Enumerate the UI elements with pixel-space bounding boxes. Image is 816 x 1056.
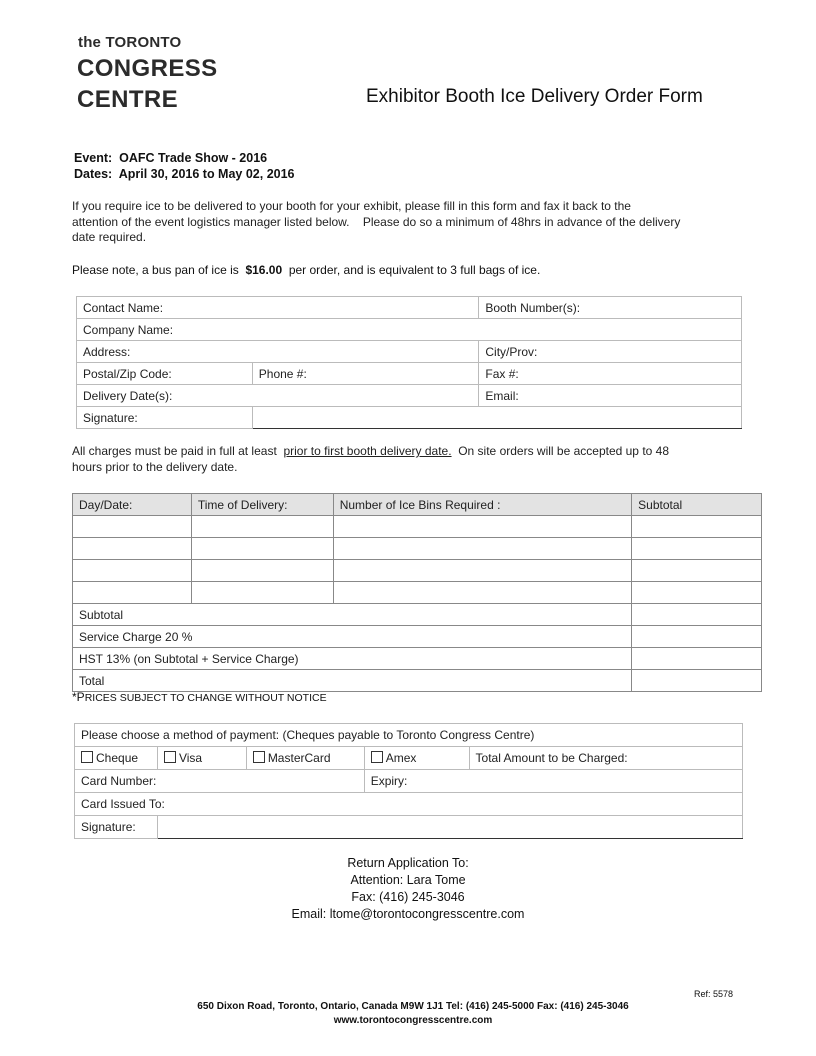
- prices-note-rest: RICES SUBJECT TO CHANGE WITHOUT NOTICE: [84, 692, 327, 704]
- cheque-checkbox[interactable]: [81, 751, 93, 763]
- cheque-label: Cheque: [96, 751, 139, 765]
- footer: [150, 1000, 676, 1028]
- city-prov-field[interactable]: City/Prov:: [479, 341, 742, 363]
- prices-note: [72, 690, 327, 704]
- visa-option[interactable]: [157, 747, 246, 770]
- time-cell[interactable]: [191, 516, 333, 538]
- dates-label: Dates:: [74, 167, 113, 181]
- cheque-option[interactable]: [75, 747, 158, 770]
- payment-table: [74, 723, 743, 839]
- footer-website: www.torontocongresscentre.com: [333, 1015, 493, 1026]
- mastercard-label: MasterCard: [267, 751, 331, 765]
- amex-label: Amex: [385, 751, 417, 765]
- ice-bins-cell[interactable]: [333, 560, 631, 582]
- logo-line-1: the TORONTO: [78, 34, 182, 51]
- ref-number: Ref: 5578: [694, 989, 734, 999]
- return-email: Email: ltome@torontocongresscentre.com: [291, 907, 525, 921]
- amex-option[interactable]: [364, 747, 469, 770]
- subtotal-cell[interactable]: [632, 560, 762, 582]
- total-value-cell[interactable]: [632, 670, 762, 692]
- price-note: [72, 263, 540, 277]
- signature-label: Signature:: [77, 407, 253, 429]
- payment-signature-field[interactable]: [157, 816, 742, 839]
- table-row: [73, 516, 762, 538]
- charges-note: [72, 444, 762, 475]
- event-label: Event:: [74, 151, 113, 165]
- time-cell[interactable]: [191, 560, 333, 582]
- dates-value: April 30, 2016 to May 02, 2016: [118, 167, 295, 181]
- delivery-dates-field[interactable]: Delivery Date(s):: [77, 385, 479, 407]
- price-value: $16.00: [245, 263, 283, 277]
- contact-name-field[interactable]: Contact Name:: [77, 297, 479, 319]
- phone-field[interactable]: Phone #:: [252, 363, 479, 385]
- intro-line-3: date required.: [72, 230, 147, 244]
- subtotal-cell[interactable]: [632, 538, 762, 560]
- service-charge-label: Service Charge 20 %: [73, 626, 632, 648]
- total-label: Total: [73, 670, 632, 692]
- time-cell[interactable]: [191, 582, 333, 604]
- hst-value-cell[interactable]: [632, 648, 762, 670]
- day-date-cell[interactable]: [73, 516, 192, 538]
- table-row: [73, 538, 762, 560]
- time-cell[interactable]: [191, 538, 333, 560]
- price-note-before: Please note, a bus pan of ice is: [72, 263, 239, 277]
- email-field[interactable]: Email:: [479, 385, 742, 407]
- ice-bins-cell[interactable]: [333, 582, 631, 604]
- return-line-3: Fax: (416) 245-3046: [351, 890, 465, 904]
- signature-field[interactable]: [252, 407, 741, 429]
- postal-code-field[interactable]: Postal/Zip Code:: [77, 363, 253, 385]
- subtotal-value-cell[interactable]: [632, 604, 762, 626]
- subtotal-cell[interactable]: [632, 516, 762, 538]
- subtotal-cell[interactable]: [632, 582, 762, 604]
- company-name-field[interactable]: Company Name:: [77, 319, 742, 341]
- ice-bins-cell[interactable]: [333, 538, 631, 560]
- prices-note-star: *P: [72, 690, 85, 704]
- table-row: [73, 582, 762, 604]
- day-date-cell[interactable]: [73, 538, 192, 560]
- return-info: [240, 855, 576, 923]
- return-line-1: Return Application To:: [347, 856, 469, 870]
- ice-bins-cell[interactable]: [333, 516, 631, 538]
- intro-line-1: If you require ice to be delivered to your booth for your exhibit, please fill in this form and fax it back to the: [72, 199, 631, 213]
- charges-note-before: All charges must be paid in full at least: [72, 444, 277, 458]
- payment-heading: Please choose a method of payment: (Cheques payable to Toronto Congress Centre): [75, 724, 743, 747]
- form-title: Exhibitor Booth Ice Delivery Order Form: [366, 86, 703, 107]
- visa-label: Visa: [178, 751, 203, 765]
- order-table: [72, 493, 762, 692]
- card-number-field[interactable]: Card Number:: [75, 770, 365, 793]
- table-row: [73, 560, 762, 582]
- logo-line-3: CENTRE: [77, 86, 179, 113]
- expiry-field[interactable]: Expiry:: [364, 770, 742, 793]
- charges-note-after: On site orders will be accepted up to 48: [458, 444, 670, 458]
- intro-paragraph: [72, 199, 752, 246]
- footer-address: 650 Dixon Road, Toronto, Ontario, Canada M9W 1J1 Tel: (416) 245-5000 Fax: (416) 245-3046: [197, 1001, 629, 1012]
- booth-number-field[interactable]: Booth Number(s):: [479, 297, 742, 319]
- mastercard-option[interactable]: [246, 747, 364, 770]
- price-note-after: per order, and is equivalent to 3 full bags of ice.: [288, 263, 541, 277]
- mastercard-checkbox[interactable]: [253, 751, 265, 763]
- service-charge-value-cell[interactable]: [632, 626, 762, 648]
- hst-label: HST 13% (on Subtotal + Service Charge): [73, 648, 632, 670]
- subtotal-label: Subtotal: [73, 604, 632, 626]
- charges-note-line-2: hours prior to the delivery date.: [72, 459, 238, 474]
- dates-line: [74, 167, 295, 181]
- total-amount-field[interactable]: Total Amount to be Charged:: [469, 747, 742, 770]
- event-line: [74, 151, 267, 165]
- event-value: OAFC Trade Show - 2016: [119, 151, 268, 165]
- header-day-date: Day/Date:: [73, 494, 192, 516]
- contact-form-table: [76, 296, 742, 429]
- header-subtotal: Subtotal: [632, 494, 762, 516]
- logo-line-2: CONGRESS: [77, 55, 218, 82]
- payment-signature-label: Signature:: [75, 816, 158, 839]
- visa-checkbox[interactable]: [164, 751, 176, 763]
- address-field[interactable]: Address:: [77, 341, 479, 363]
- return-line-2: Attention: Lara Tome: [350, 873, 466, 887]
- order-table-header: [73, 494, 762, 516]
- card-issued-to-field[interactable]: Card Issued To:: [75, 793, 743, 816]
- header-time-of-delivery: Time of Delivery:: [191, 494, 333, 516]
- intro-line-2: attention of the event logistics manager listed below. Please do so a minimum of 48hrs in advance of the delivery: [72, 214, 681, 229]
- charges-note-underlined: prior to first booth delivery date.: [283, 444, 452, 458]
- day-date-cell[interactable]: [73, 560, 192, 582]
- header-ice-bins: Number of Ice Bins Required :: [333, 494, 631, 516]
- fax-field[interactable]: Fax #:: [479, 363, 742, 385]
- amex-checkbox[interactable]: [371, 751, 383, 763]
- day-date-cell[interactable]: [73, 582, 192, 604]
